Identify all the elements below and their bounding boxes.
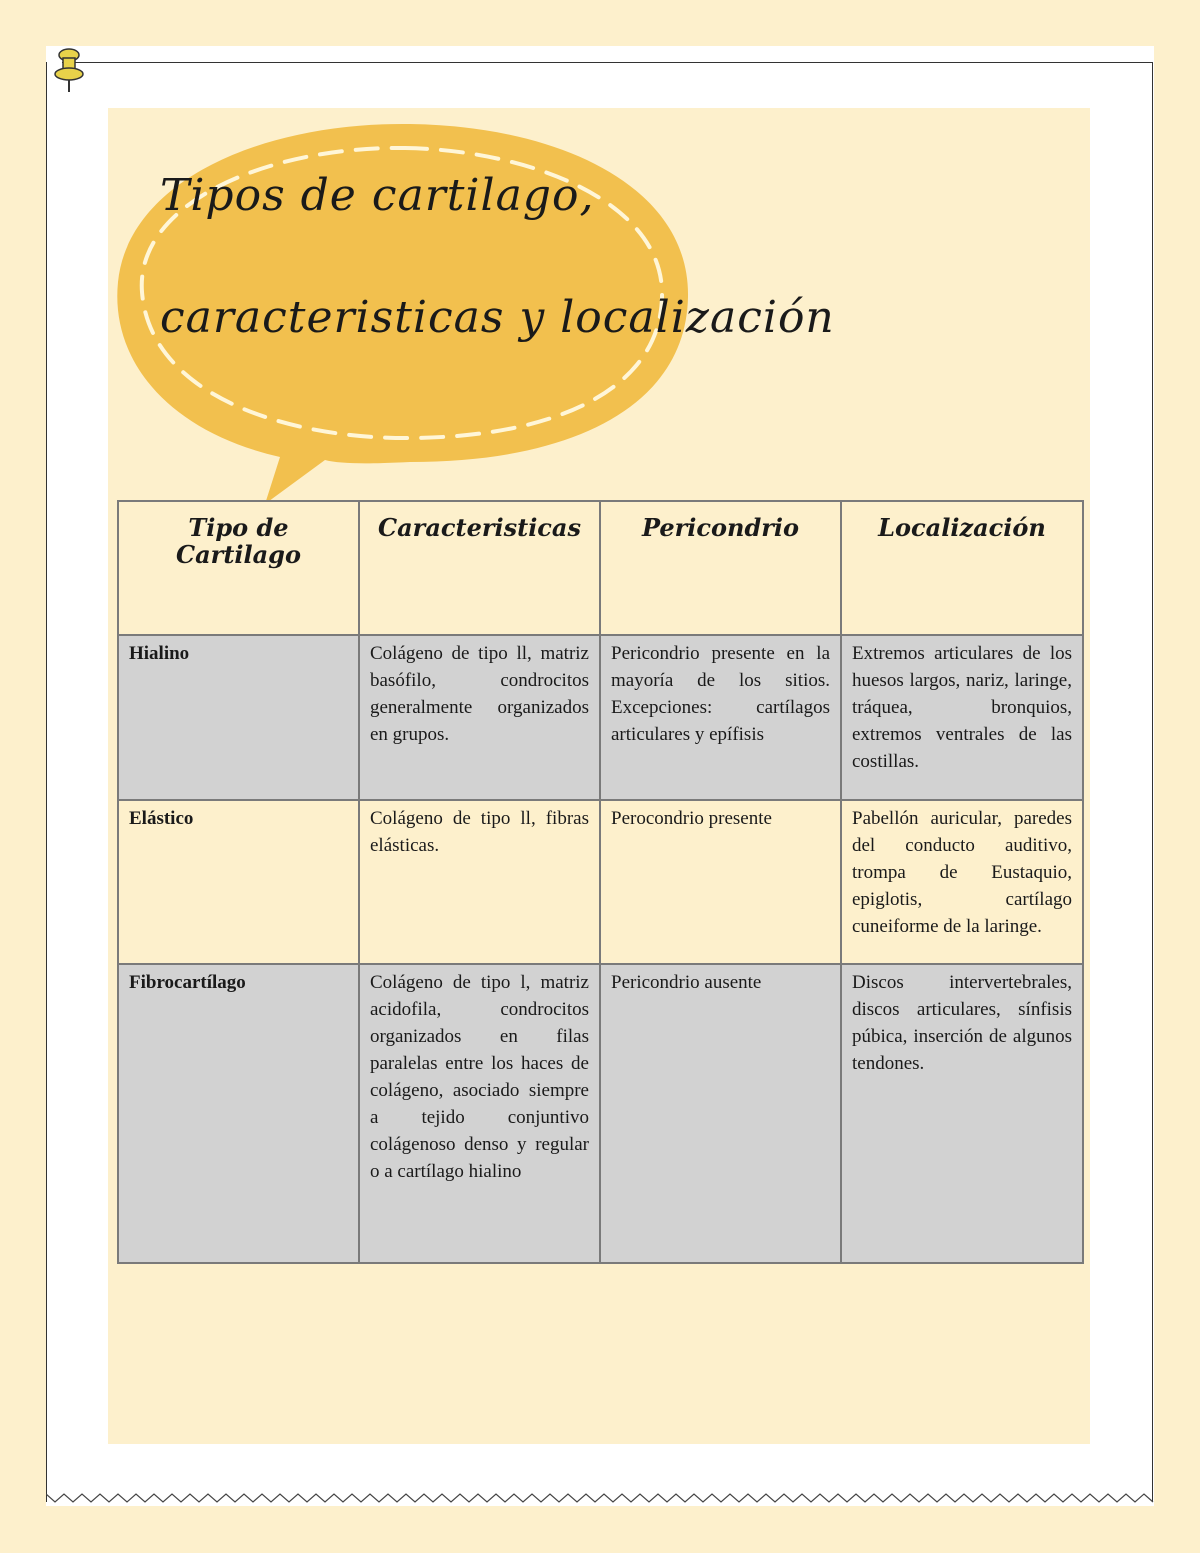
table-row	[118, 964, 1083, 1263]
paper-right-edge	[1152, 62, 1153, 1502]
header-localizacion: Localización	[841, 501, 1083, 635]
cell-name: Hialino	[118, 635, 359, 800]
pushpin-icon	[52, 46, 86, 96]
page-title-line-2: caracteristicas y localización	[160, 292, 835, 343]
page-title-line-1: Tipos de cartilago,	[160, 170, 595, 221]
paper-left-edge	[46, 62, 47, 1502]
cell-name: Elástico	[118, 800, 359, 964]
cell-localizacion: Pabellón auricular, paredes del conducto auditivo, trompa de Eustaquio, epiglotis, cartílago cuneiforme de la laringe.	[841, 800, 1083, 964]
table-row	[118, 635, 1083, 800]
cell-caracteristicas: Colágeno de tipo ll, fibras elásticas.	[359, 800, 600, 964]
table-row	[118, 800, 1083, 964]
header-pericondrio: Pericondrio	[600, 501, 841, 635]
cell-localizacion: Extremos articulares de los huesos largos, nariz, laringe, tráquea, bronquios, extremos ventrales de las costillas.	[841, 635, 1083, 800]
cell-caracteristicas: Colágeno de tipo ll, matriz basófilo, condrocitos generalmente organizados en grupos.	[359, 635, 600, 800]
table-header-row	[118, 501, 1083, 635]
cartilage-table	[117, 500, 1084, 1264]
cell-pericondrio: Pericondrio ausente	[600, 964, 841, 1263]
cell-pericondrio: Pericondrio presente en la mayoría de los sitios. Excepciones: cartílagos articulares y epífisis	[600, 635, 841, 800]
cell-localizacion: Discos intervertebrales, discos articulares, sínfisis púbica, inserción de algunos tendones.	[841, 964, 1083, 1263]
paper-top-edge	[62, 62, 1152, 63]
torn-edge-zigzag	[46, 1490, 1154, 1506]
header-caracteristicas: Caracteristicas	[359, 501, 600, 635]
cell-pericondrio: Perocondrio presente	[600, 800, 841, 964]
cell-name: Fibrocartílago	[118, 964, 359, 1263]
header-tipo: Tipo de Cartilago	[118, 501, 359, 635]
cell-caracteristicas: Colágeno de tipo l, matriz acidofila, condrocitos organizados en filas paralelas entre los haces de colágeno, asociado siempre a tejido conjuntivo colágenoso denso y regular o a cartílago hialino	[359, 964, 600, 1263]
